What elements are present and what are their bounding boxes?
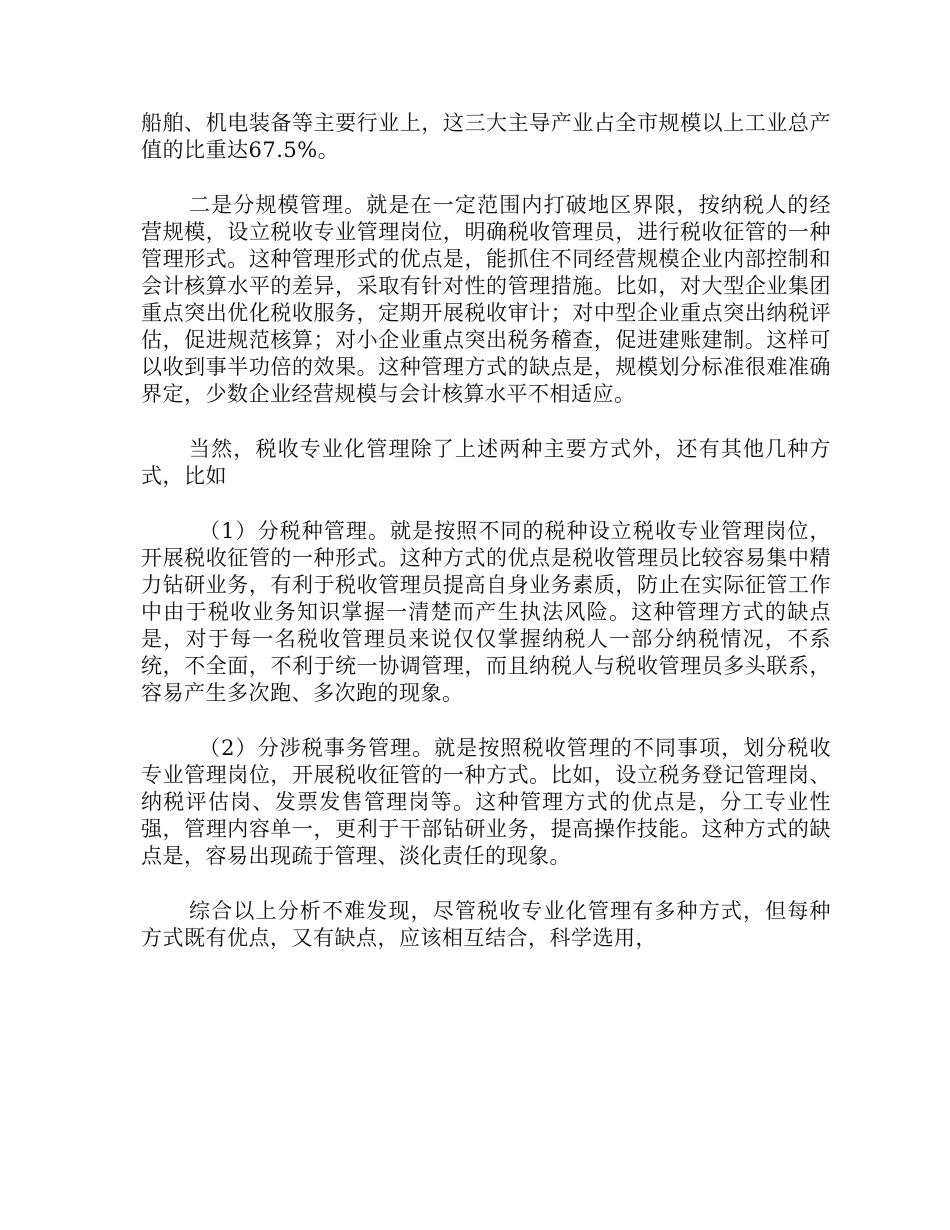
paragraph-tax-type-management: （1）分税种管理。就是按照不同的税种设立税收专业管理岗位，开展税收征管的一种形式。这种方式的优点是税收管理员比较容易集中精力钻研业务，有利于税收管理员提高自身业务素质，防止在实际征管工作中由于税收业务知识掌握一清楚而产生执法风险。这种管理方式的缺点是，对于每一名税收管理员来说仅仅掌握纳税人一部分纳税情况，不系统，不全面，不利于统一协调管理，而且纳税人与税收管理员多头联系，容易产生多次跑、多次跑的现象。	[141, 519, 831, 705]
document-body	[141, 110, 831, 952]
paragraph-other-methods: 当然，税收专业化管理除了上述两种主要方式外，还有其他几种方式，比如	[141, 437, 831, 488]
paragraph-scale-management: 二是分规模管理。就是在一定范围内打破地区界限，按纳税人的经营规模，设立税收专业管理岗位，明确税收管理员，进行税收征管的一种管理形式。这种管理形式的优点是，能抓住不同经营规模企业内部控制和会计核算水平的差异，采取有针对性的管理措施。比如，对大型企业集团重点突出优化税收服务，定期开展税收审计；对中型企业重点突出纳税评估，促进规范核算；对小企业重点突出税务稽查，促进建账建制。这样可以收到事半功倍的效果。这种管理方式的缺点是，规模划分标准很难准确界定，少数企业经营规模与会计核算水平不相适应。	[141, 193, 831, 406]
paragraph-summary: 综合以上分析不难发现，尽管税收专业化管理有多种方式，但每种方式既有优点，又有缺点，应该相互结合，科学选用，	[141, 899, 831, 950]
paragraph-tax-affairs-management: （2）分涉税事务管理。就是按照税收管理的不同事项，划分税收专业管理岗位，开展税收征管的一种方式。比如，设立税务登记管理岗、纳税评估岗、发票发售管理岗等。这种管理方式的优点是，分工专业性强，管理内容单一，更利于干部钻研业务，提高操作技能。这种方式的缺点是，容易出现疏于管理、淡化责任的现象。	[141, 736, 831, 868]
paragraph-continuation: 船舶、机电装备等主要行业上，这三大主导产业占全市规模以上工业总产值的比重达67.5%。	[141, 111, 831, 162]
